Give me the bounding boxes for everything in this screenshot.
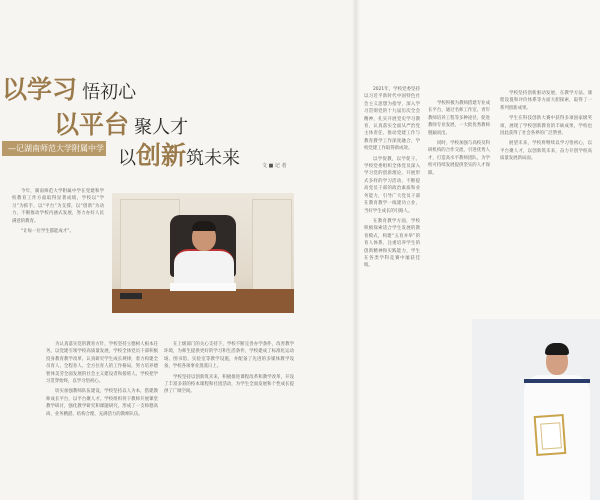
certificate	[534, 414, 567, 456]
paragraph: “让每一位学生都能成才”。	[21, 229, 74, 235]
article-column-middle-bottom	[164, 341, 294, 496]
headline-emphasis: 以平台	[54, 110, 130, 139]
byline: 文 ■ 记 者	[262, 163, 287, 169]
paragraph: 在教育教学方面，学校积极探索适合学生发展的教育模式，构建“五育并举”的育人体系，注重培养学生的创新精神和实践能力，学生在各类学科竞赛中屡获佳绩。	[364, 218, 420, 269]
article-column-right-2	[428, 100, 490, 312]
paragraph: 学校坚持以创新筑未来，积极推进课程改革和教学改革，开设了丰富多彩的校本课程和社团活动，为学生全面发展和个性成长提供了广阔空间。	[164, 374, 294, 395]
headline-emphasis: 创新	[136, 141, 187, 170]
student-hair	[545, 343, 569, 355]
collar-stripe	[524, 379, 590, 383]
paragraph: 在上级部门的关心支持下，学校不断完善办学条件，改善教学环境，为师生提供更好的学习和生活条件，学校建成了标准化运动场、图书馆、实验室等教学设施，并配备了先进的多媒体教学设备，学校各项事业蒸蒸日上。	[164, 342, 294, 370]
person-hair	[192, 221, 216, 231]
headline-text: 聚人才	[134, 117, 189, 138]
paragraph: 展望未来，学校将继续以学习悟初心，以平台聚人才，以创新筑未来，奋力开创学校高质量发展新局面。	[500, 141, 592, 162]
article-column-right-1	[364, 86, 420, 478]
paragraph: 学校积极为教师搭建专业成长平台，通过名师工作室、青年教师培养工程等多种途径，促进教师专业发展，一大批优秀教师脱颖而出。	[428, 101, 490, 136]
paragraph: 为认真落实党的教育方针，学校坚持立德树人根本任务，以党建引领学校高质量发展，学校全体党员干部积极投身教育教学改革，认真研究学生成长规律，着力构建全员育人、全程育人、全方位育人的工作格局，努力培养德智体美劳全面发展的社会主义建设者和接班人。学校把学习贯穿始终，以学习悟初心。	[46, 342, 158, 385]
paragraph: 2021年，学校党委坚持以习近平新时代中国特色社会主义思想为指导，深入学习贯彻党的十九届历次全会精神，扎实开展党史学习教育，认真落实全面从严治党主体责任，推动党建工作与教育教学工作深度融合，学校党建工作取得新成效。	[364, 87, 420, 152]
headline-text: 以	[118, 148, 136, 169]
paragraph: 以学促教，以学促干。学校党委组织全体党员深入学习党的创新理论，开展形式多样的学习活动，不断提高党员干部的政治素质和业务能力，引导广大党员干部在教育教学一线建功立业，当好学生成长的引路人。	[364, 156, 420, 214]
paragraph: 同时，学校加强与高校及科研机构的合作交流，引进优秀人才，打造高水平教师团队，为学校可持续发展提供坚实的人才保障。	[428, 141, 490, 176]
headline-text: 筑未来	[186, 148, 241, 169]
article-column-left-top	[12, 188, 104, 288]
headline-line-1	[2, 70, 136, 106]
desk-phone	[120, 293, 142, 299]
subtitle-banner: —记湖南师范大学附属中学	[2, 141, 106, 156]
paragraph: 学生在科技创新大赛中获得多项国家级奖项，展现了学校创新教育的丰硕成果，学校也因此获得了社会各界的广泛赞誉。	[500, 116, 592, 137]
certificate-border	[540, 422, 562, 449]
headline-emphasis: 以学习	[2, 75, 78, 104]
papers	[170, 283, 236, 291]
article-column-right-3	[500, 90, 592, 310]
paragraph: 今年，湖南师范大学附属中学在党建和学校教育工作方面取得显著成绩，学校以“学习”为抓手，以“平台”为支撑，以“创新”为动力，不断推动学校内涵式发展，努力办好人民满意的教育。	[12, 189, 104, 224]
article-column-left-bottom	[46, 341, 158, 496]
paragraph: 学校坚持创新驱动发展，在教学方法、课程设置和评价体系等方面大胆探索，取得了一系列创新成果。	[500, 91, 592, 111]
headline-text: 悟初心	[82, 82, 137, 103]
paragraph: 切实加强教师队伍建设，学校坚持以人为本，搭建教师成长平台，以平台聚人才。学校组织骨干教师开展课堂教学研讨，强化教学研究和课题研究，形成了一支师德高尚、业务精湛、结构合理、充满活力的教师队伍。	[46, 389, 158, 417]
portrait-photo-principal	[112, 193, 294, 313]
page-gutter	[352, 0, 360, 500]
headline-line-3	[118, 136, 240, 172]
bookshelf	[252, 199, 292, 295]
portrait-photo-student	[472, 319, 600, 500]
